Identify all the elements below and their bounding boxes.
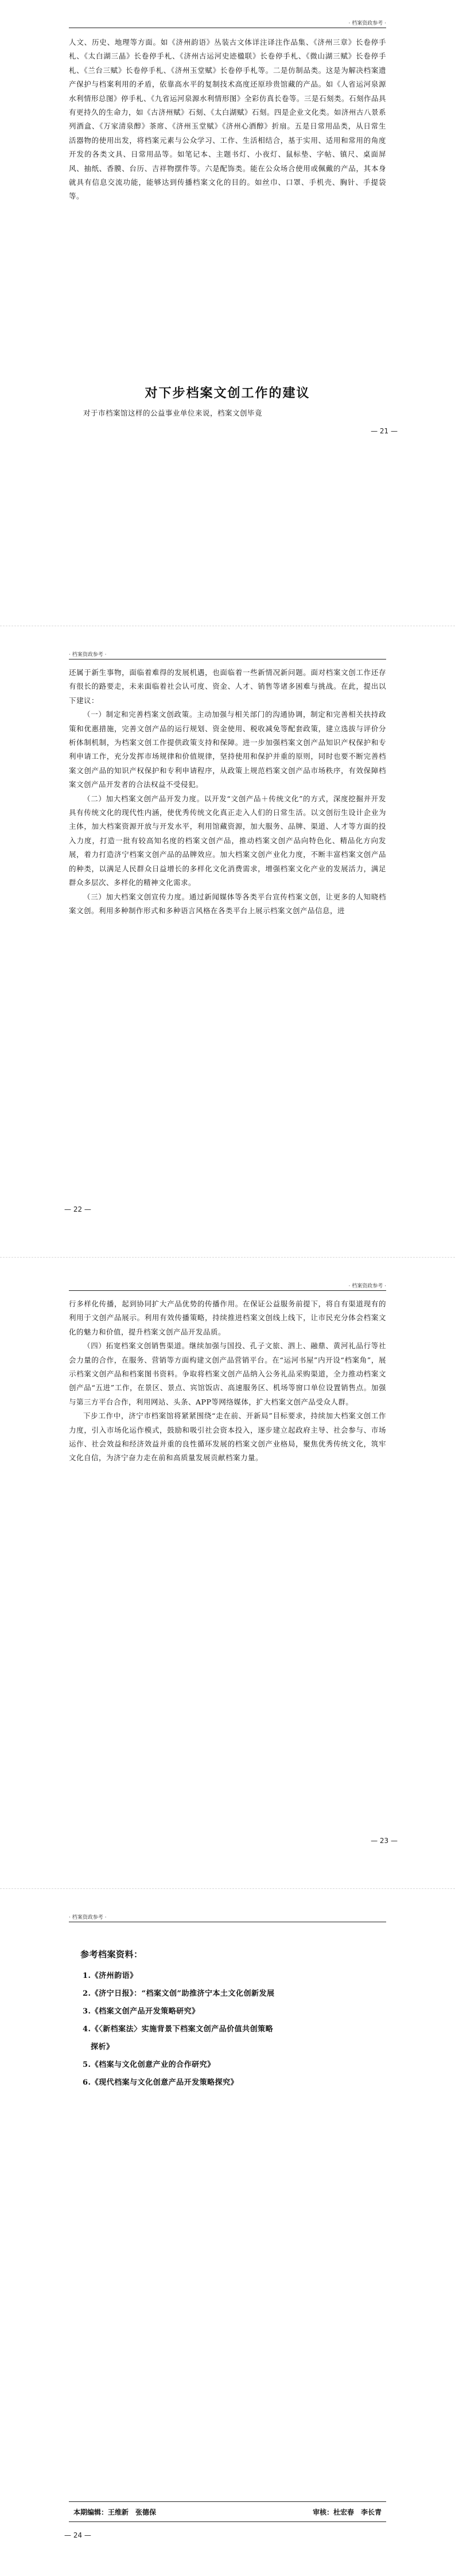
header-label: · 档案资政参考 · — [348, 21, 386, 26]
reference-item: 2.《济宁日报》：“档案文创”助推济宁本土文化创新发展 — [83, 1989, 275, 1998]
paragraph: 人文、历史、地理等方面。如《济州韵语》丛装古文体详注译注作品集、《济州三章》长卷停手札、《太白湖三晶》长卷停手札、《济州古运河史迹楹联》长卷停手札、《微山湖三赋》长卷停手札、《兰台三赋》长卷停手札、《济州玉堂赋》长卷停手札等。二是仿制品类。这是为解决档案遗产保护与档案利用的矛盾，依靠高水平的复制技术高度还原珍贵馆藏的产品。如《人省运河泉源水利情形总图》停手札、《九省运河泉源水利情形图》全彩仿真长卷等。三是石刻类。石刻作品具有更持久的生命力，如《古济州赋》石刻、《太白湖赋》石刻。四是企业文化类。如济州古八景系列酒盒、《万家清泉醇》茶席、《济州玉堂赋》《济州心酒醇》折扇。五是日常用品类，从日常生活器物的使用出发，将档案元素与公众学习、工作、生活相结合，基于实用、适用和常用的角度开发的各类文具、日常用品等。如笔记本、主题书灯、小夜灯、鼠标垫、字帖、镇尺、桌面屏风、抽纸、香膜、台历、吉祥物摆件等。六是配饰类。能在公众场合使用或佩戴的产品，其本身就具有信息交流功能，能够达到传播档案文化的目的。如丝巾、口罩、手机壳、胸针、手提袋等。 — [69, 38, 386, 201]
page-3 — [0, 1263, 455, 1886]
references — [80, 1946, 379, 2092]
paragraph: （四）拓宽档案文创销售渠道。继续加强与国投、孔子文旅、泗上、融鼎、黄河礼品行等社会力量的合作，在服务、营销等方面构建文创产品营销平台。在“运河书屋”内开设“档案角”，展示档案文创产品和档案图书资料。争取将档案文创产品纳入公务礼品采购渠道，全力推动档案文创产品“五进”工作，在景区、景点、宾馆饭店、高速服务区、机场等窗口单位设置销售点。加强与第三方平台合作，利用网站、头条、APP等网络媒体，扩大档案文创产品受众人群。 — [69, 1341, 386, 1406]
editor-credits — [69, 2501, 386, 2522]
editor-names: 本期编辑：王维新 张德保 — [73, 2508, 157, 2516]
page-separator — [0, 1888, 455, 1889]
reference-item-continued: 探析》 — [91, 2043, 114, 2051]
running-header — [69, 1282, 386, 1291]
page-number: — 22 — — [64, 1205, 91, 1213]
page-number: — 24 — — [64, 2531, 91, 2539]
paragraph: （一）制定和完善档案文创政策。主动加强与相关部门的沟通协调，制定和完善相关扶持政策和优惠措施，完善文创产品的运行规划、资金使用、税收减免等配套政策，建立选拔与评价分析体制机制，为档案文创工作提供政策支持和保障。进一步加强档案文创产品知识产权保护和专利申请工作，充分发挥市场规律和价值规律，坚持使用和保护并重的原则，同时也要不断完善档案文创产品的知识产权保护和专利申请程序，从政策上规范档案文创产品市场秩序，有效保障档案文创产品开发者的合法权益不受侵犯。 — [69, 710, 386, 789]
running-header — [69, 20, 386, 28]
paragraph: （二）加大档案文创产品开发力度。以开发“文创产品＋传统文化”的方式，深度挖掘并开发具有传统文化的现代性内涵，使优秀传统文化真正走入人们的日常生活。以文创衍生设计企业为主体，加大档案资源开放与开发水平，利用馆藏资源，加大服务、品牌、渠道、人才等方面的投入力度，打造一批有较高知名度的档案文创产品，推动档案文创产品向特色化、精品化方向发展，着力打造济宁档案文创产品的品牌效应。加大档案文创产业化力度，不断丰富档案文创产品的种类，以满足人民群众日益增长的多样化文化消费需求，增强档案文化产业的发展活力，满足群众多层次、多样化的精神文化需求。 — [69, 794, 386, 887]
page-2 — [0, 631, 455, 1254]
paragraph: 对于市档案馆这样的公益事业单位来说，档案文创毕竟 — [83, 409, 263, 417]
page-number: — 21 — — [371, 427, 398, 435]
running-header — [69, 1914, 386, 1922]
header-label: · 档案资政参考 · — [348, 1283, 386, 1289]
body-text — [69, 666, 386, 918]
references-heading: 参考档案资料： — [80, 1949, 143, 1960]
reference-item: 1.《济州韵语》 — [83, 1972, 138, 1980]
running-header — [69, 651, 386, 659]
paragraph: （三）加大档案文创宣传力度。通过新闻媒体等各类平台宣传档案文创，让更多的人知晓档案文创。利用多种制作形式和多种语言风格在各类平台上展示档案文创产品信息，进 — [69, 892, 386, 915]
paragraph: 行多样化传播，起到协同扩大产品优势的传播作用。在保证公益服务前提下，将自有渠道现有的利用于文创产品展示。利用有效传播策略，持续推进档案文创线上线下，让市民充分体会档案文化的魅力和价值，提升档案文创产品开发品质。 — [69, 1299, 386, 1336]
reviewer-names: 审核：杜宏春 李长青 — [312, 2508, 382, 2516]
reference-item: 5.《档案与文化创意产业的合作研究》 — [83, 2061, 215, 2069]
reference-item: 6.《现代档案与文化创意产品开发策略探究》 — [83, 2078, 239, 2087]
body-text — [69, 36, 386, 204]
page-separator — [0, 1257, 455, 1258]
body-text — [69, 1297, 386, 1465]
page-number: — 23 — — [371, 1837, 398, 1845]
intro-text — [69, 406, 386, 420]
paragraph: 下步工作中，济宁市档案馆将紧紧围绕“走在前、开新局”目标要求，持续加大档案文创工作力度，引入市场化运作模式，鼓励和吸引社会资本投入，逐步建立起政府主导、社会参与、市场运作、社会效益和经济效益并重的良性循环发展的档案文创产业格局，聚焦优秀传统文化，筑牢文化自信，为济宁奋力走在前和高质量发展贡献档案力量。 — [69, 1411, 386, 1462]
reference-item: 4.《〈新档案法〉实施背景下档案文创产品价值共创策略 — [83, 2025, 274, 2034]
page-4 — [0, 1894, 455, 2576]
section-title: 对下步档案文创工作的建议 — [145, 386, 310, 401]
header-label: · 档案资政参考 · — [69, 652, 107, 658]
reference-item: 3.《档案文创产品开发策略研究》 — [83, 2007, 200, 2016]
header-label: · 档案资政参考 · — [69, 1915, 107, 1921]
paragraph: 还属于新生事物，面临着难得的发展机遇，也面临着一些新情况新问题。面对档案文创工作还存有很长的路要走，未来面临着社会认可度、资金、人才、销售等诸多困难与挑战。在此，提出以下建议： — [69, 668, 386, 705]
page-1 — [0, 0, 455, 623]
